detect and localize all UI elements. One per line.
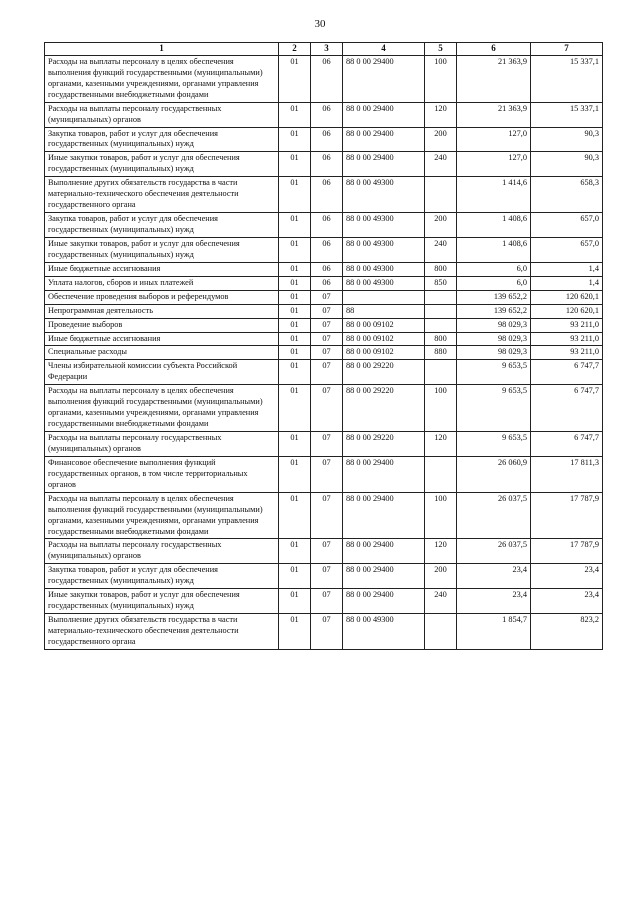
amount-cell-col6: 26 037,5 [457,492,531,539]
table-row [45,290,603,304]
amount-cell-col6: 127,0 [457,152,531,177]
target-article-cell: 88 [343,304,425,318]
section-code-cell: 01 [279,385,311,432]
row-name-cell: Иные закупки товаров, работ и услуг для обеспечения государственных (муниципальных) нужд [45,152,279,177]
expense-type-cell: 100 [425,55,457,102]
expense-type-cell: 200 [425,127,457,152]
section-code-cell: 01 [279,290,311,304]
section-code-cell: 01 [279,152,311,177]
row-name-cell: Расходы на выплаты персоналу в целях обеспечения выполнения функций государственными (муниципальными) органами, казенными учреждениями, органами управления государственными внебюджетными фондами [45,385,279,432]
row-name-cell: Финансовое обеспечение выполнения функций государственных органов, в том числе территориальных органов [45,456,279,492]
target-article-cell: 88 0 00 29220 [343,432,425,457]
section-code-cell: 01 [279,614,311,650]
amount-cell-col7: 658,3 [531,177,603,213]
column-header: 7 [531,43,603,56]
amount-cell-col7: 23,4 [531,564,603,589]
amount-cell-col6: 9 653,5 [457,360,531,385]
expense-type-cell: 100 [425,492,457,539]
row-name-cell: Расходы на выплаты персоналу в целях обеспечения выполнения функций государственными (муниципальными) органами, казенными учреждениями, органами управления государственными внебюджетными фондами [45,492,279,539]
section-code-cell: 01 [279,492,311,539]
amount-cell-col6: 98 029,3 [457,332,531,346]
target-article-cell: 88 0 00 49300 [343,237,425,262]
expense-type-cell: 120 [425,432,457,457]
table-row [45,589,603,614]
amount-cell-col7: 15 337,1 [531,55,603,102]
amount-cell-col6: 21 363,9 [457,55,531,102]
row-name-cell: Выполнение других обязательств государства в части материально-технического обеспечения деятельности государственного органа [45,614,279,650]
amount-cell-col6: 1 414,6 [457,177,531,213]
table-row [45,360,603,385]
expense-type-cell: 800 [425,262,457,276]
section-code-cell: 01 [279,213,311,238]
expense-type-cell [425,456,457,492]
expense-type-cell: 120 [425,539,457,564]
row-name-cell: Иные закупки товаров, работ и услуг для обеспечения государственных (муниципальных) нужд [45,237,279,262]
amount-cell-col7: 17 787,9 [531,539,603,564]
target-article-cell: 88 0 00 49300 [343,614,425,650]
amount-cell-col6: 1 408,6 [457,213,531,238]
amount-cell-col6: 23,4 [457,564,531,589]
subsection-code-cell: 07 [311,360,343,385]
target-article-cell: 88 0 00 49300 [343,276,425,290]
amount-cell-col6: 98 029,3 [457,318,531,332]
row-name-cell: Иные бюджетные ассигнования [45,332,279,346]
target-article-cell: 88 0 00 09102 [343,318,425,332]
table-row [45,539,603,564]
subsection-code-cell: 07 [311,332,343,346]
table-row [45,276,603,290]
subsection-code-cell: 07 [311,318,343,332]
row-name-cell: Расходы на выплаты персоналу государственных (муниципальных) органов [45,432,279,457]
table-row [45,237,603,262]
amount-cell-col7: 657,0 [531,213,603,238]
row-name-cell: Закупка товаров, работ и услуг для обеспечения государственных (муниципальных) нужд [45,213,279,238]
table-row [45,213,603,238]
subsection-code-cell: 07 [311,346,343,360]
subsection-code-cell: 07 [311,456,343,492]
target-article-cell: 88 0 00 49300 [343,262,425,276]
page-number: 30 [314,18,326,30]
expense-type-cell [425,304,457,318]
table-row [45,614,603,650]
section-code-cell: 01 [279,346,311,360]
amount-cell-col7: 23,4 [531,589,603,614]
table-row [45,385,603,432]
table-row [45,177,603,213]
column-header: 1 [45,43,279,56]
row-name-cell: Проведение выборов [45,318,279,332]
amount-cell-col6: 9 653,5 [457,432,531,457]
amount-cell-col7: 6 747,7 [531,360,603,385]
amount-cell-col7: 6 747,7 [531,432,603,457]
amount-cell-col6: 26 037,5 [457,539,531,564]
table-row [45,304,603,318]
section-code-cell: 01 [279,102,311,127]
target-article-cell: 88 0 00 29400 [343,55,425,102]
amount-cell-col7: 17 811,3 [531,456,603,492]
subsection-code-cell: 07 [311,614,343,650]
row-name-cell: Закупка товаров, работ и услуг для обеспечения государственных (муниципальных) нужд [45,127,279,152]
section-code-cell: 01 [279,432,311,457]
table-row [45,55,603,102]
amount-cell-col6: 21 363,9 [457,102,531,127]
amount-cell-col7: 93 211,0 [531,346,603,360]
target-article-cell: 88 0 00 29400 [343,102,425,127]
expense-type-cell: 240 [425,152,457,177]
amount-cell-col7: 93 211,0 [531,332,603,346]
amount-cell-col6: 6,0 [457,276,531,290]
column-header: 4 [343,43,425,56]
target-article-cell: 88 0 00 29400 [343,127,425,152]
table-row [45,152,603,177]
subsection-code-cell: 07 [311,432,343,457]
expense-type-cell: 880 [425,346,457,360]
target-article-cell: 88 0 00 29400 [343,564,425,589]
target-article-cell: 88 0 00 29400 [343,539,425,564]
section-code-cell: 01 [279,55,311,102]
row-name-cell: Обеспечение проведения выборов и референдумов [45,290,279,304]
target-article-cell: 88 0 00 09102 [343,332,425,346]
subsection-code-cell: 06 [311,152,343,177]
row-name-cell: Иные бюджетные ассигнования [45,262,279,276]
subsection-code-cell: 06 [311,262,343,276]
table-row [45,564,603,589]
expense-type-cell [425,318,457,332]
row-name-cell: Уплата налогов, сборов и иных платежей [45,276,279,290]
row-name-cell: Члены избирательной комиссии субъекта Российской Федерации [45,360,279,385]
target-article-cell [343,290,425,304]
table-row [45,456,603,492]
expense-type-cell: 100 [425,385,457,432]
section-code-cell: 01 [279,564,311,589]
header-row [45,43,603,56]
subsection-code-cell: 07 [311,589,343,614]
table-row [45,432,603,457]
amount-cell-col7: 120 620,1 [531,290,603,304]
row-name-cell: Расходы на выплаты персоналу государственных (муниципальных) органов [45,102,279,127]
column-header: 5 [425,43,457,56]
section-code-cell: 01 [279,304,311,318]
table-row [45,102,603,127]
section-code-cell: 01 [279,262,311,276]
row-name-cell: Непрограммная деятельность [45,304,279,318]
amount-cell-col6: 9 653,5 [457,385,531,432]
amount-cell-col6: 139 652,2 [457,290,531,304]
subsection-code-cell: 07 [311,304,343,318]
row-name-cell: Расходы на выплаты персоналу в целях обеспечения выполнения функций государственными (муниципальными) органами, казенными учреждениями, органами управления государственными внебюджетными фондами [45,55,279,102]
section-code-cell: 01 [279,456,311,492]
amount-cell-col7: 120 620,1 [531,304,603,318]
table-row [45,262,603,276]
row-name-cell: Закупка товаров, работ и услуг для обеспечения государственных (муниципальных) нужд [45,564,279,589]
table-row [45,346,603,360]
expense-type-cell: 120 [425,102,457,127]
subsection-code-cell: 07 [311,492,343,539]
subsection-code-cell: 06 [311,55,343,102]
amount-cell-col6: 6,0 [457,262,531,276]
subsection-code-cell: 07 [311,385,343,432]
budget-table [44,42,603,650]
amount-cell-col6: 98 029,3 [457,346,531,360]
column-header: 3 [311,43,343,56]
section-code-cell: 01 [279,237,311,262]
table-row [45,127,603,152]
section-code-cell: 01 [279,589,311,614]
subsection-code-cell: 06 [311,213,343,238]
amount-cell-col6: 139 652,2 [457,304,531,318]
expense-type-cell: 850 [425,276,457,290]
section-code-cell: 01 [279,177,311,213]
amount-cell-col6: 127,0 [457,127,531,152]
expense-type-cell [425,177,457,213]
subsection-code-cell: 07 [311,564,343,589]
subsection-code-cell: 06 [311,276,343,290]
amount-cell-col7: 6 747,7 [531,385,603,432]
subsection-code-cell: 06 [311,102,343,127]
section-code-cell: 01 [279,127,311,152]
subsection-code-cell: 07 [311,539,343,564]
subsection-code-cell: 06 [311,237,343,262]
table-row [45,318,603,332]
expense-type-cell: 240 [425,237,457,262]
target-article-cell: 88 0 00 29400 [343,456,425,492]
amount-cell-col7: 90,3 [531,127,603,152]
amount-cell-col7: 15 337,1 [531,102,603,127]
section-code-cell: 01 [279,360,311,385]
target-article-cell: 88 0 00 29400 [343,589,425,614]
table-row [45,332,603,346]
row-name-cell: Выполнение других обязательств государства в части материально-технического обеспечения деятельности государственного органа [45,177,279,213]
target-article-cell: 88 0 00 29220 [343,385,425,432]
expense-type-cell: 240 [425,589,457,614]
section-code-cell: 01 [279,318,311,332]
expense-type-cell: 200 [425,564,457,589]
expense-type-cell [425,614,457,650]
section-code-cell: 01 [279,539,311,564]
column-header: 6 [457,43,531,56]
amount-cell-col7: 657,0 [531,237,603,262]
table-row [45,492,603,539]
section-code-cell: 01 [279,332,311,346]
subsection-code-cell: 06 [311,127,343,152]
target-article-cell: 88 0 00 29400 [343,152,425,177]
expense-type-cell [425,360,457,385]
expense-type-cell [425,290,457,304]
amount-cell-col6: 1 408,6 [457,237,531,262]
target-article-cell: 88 0 00 29400 [343,492,425,539]
subsection-code-cell: 06 [311,177,343,213]
target-article-cell: 88 0 00 49300 [343,177,425,213]
amount-cell-col7: 90,3 [531,152,603,177]
amount-cell-col6: 1 854,7 [457,614,531,650]
amount-cell-col7: 823,2 [531,614,603,650]
target-article-cell: 88 0 00 29220 [343,360,425,385]
amount-cell-col7: 93 211,0 [531,318,603,332]
amount-cell-col6: 26 060,9 [457,456,531,492]
amount-cell-col7: 17 787,9 [531,492,603,539]
subsection-code-cell: 07 [311,290,343,304]
target-article-cell: 88 0 00 49300 [343,213,425,238]
row-name-cell: Специальные расходы [45,346,279,360]
section-code-cell: 01 [279,276,311,290]
amount-cell-col7: 1,4 [531,262,603,276]
expense-type-cell: 800 [425,332,457,346]
row-name-cell: Иные закупки товаров, работ и услуг для обеспечения государственных (муниципальных) нужд [45,589,279,614]
target-article-cell: 88 0 00 09102 [343,346,425,360]
amount-cell-col7: 1,4 [531,276,603,290]
column-header: 2 [279,43,311,56]
expense-type-cell: 200 [425,213,457,238]
row-name-cell: Расходы на выплаты персоналу государственных (муниципальных) органов [45,539,279,564]
amount-cell-col6: 23,4 [457,589,531,614]
